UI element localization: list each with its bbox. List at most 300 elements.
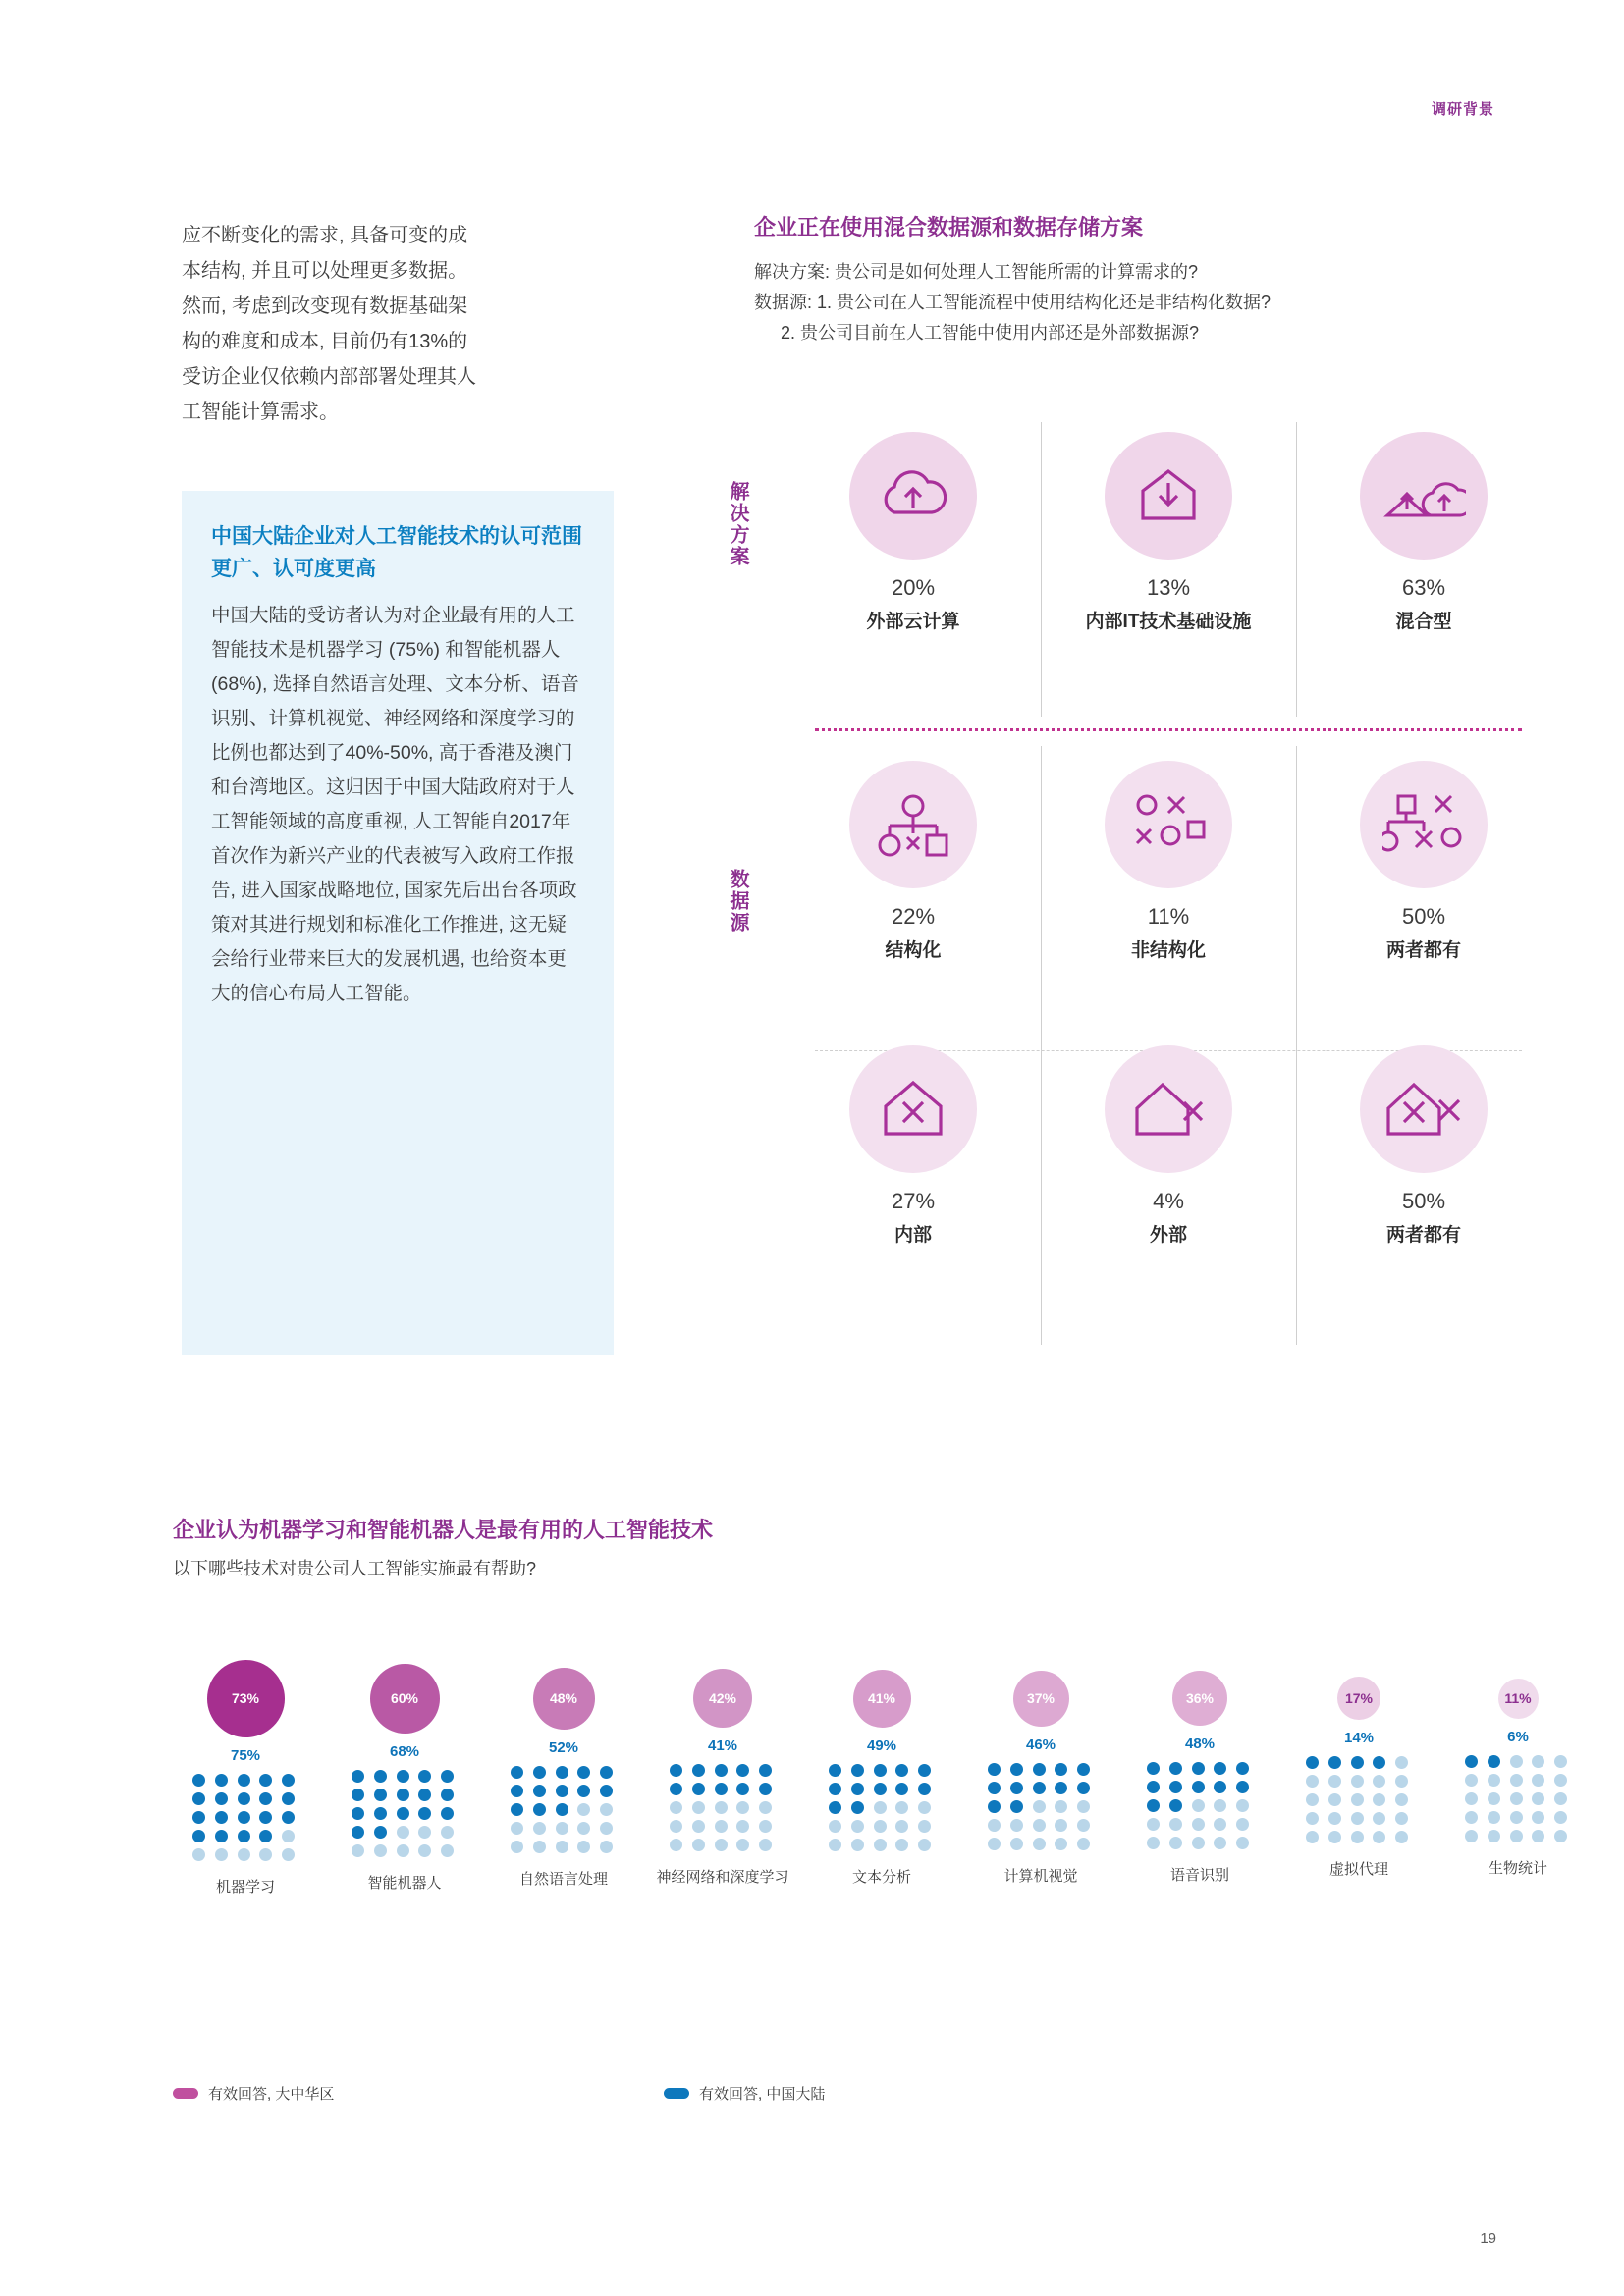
tech-column	[491, 1620, 636, 1891]
dot	[1147, 1837, 1160, 1849]
tech-label: 计算机视觉	[1003, 1867, 1078, 1885]
dot	[418, 1770, 431, 1783]
dot	[533, 1841, 546, 1853]
tech-label: 智能机器人	[367, 1874, 442, 1892]
dot	[600, 1785, 613, 1797]
dot	[988, 1782, 1001, 1794]
dot	[988, 1800, 1001, 1813]
mainland-china-value: 49%	[866, 1736, 897, 1754]
tech-column	[173, 1620, 318, 1898]
dot	[1373, 1812, 1385, 1825]
dot	[715, 1783, 728, 1795]
dot	[851, 1783, 864, 1795]
tech-label: 自然语言处理	[518, 1870, 608, 1888]
dot	[1306, 1756, 1319, 1769]
dot	[1351, 1756, 1364, 1769]
dot	[215, 1848, 228, 1861]
dot	[874, 1839, 887, 1851]
dot	[1554, 1830, 1567, 1842]
dot	[1510, 1792, 1523, 1805]
dot	[895, 1783, 908, 1795]
legend-item-mainland-china	[664, 2083, 825, 2104]
dot	[533, 1785, 546, 1797]
dot	[851, 1801, 864, 1814]
greater-china-bubble: 60%	[370, 1664, 440, 1734]
dot	[1192, 1818, 1205, 1831]
dot	[282, 1774, 295, 1787]
dot	[1147, 1781, 1160, 1793]
tech-column	[809, 1620, 954, 1889]
dot	[1055, 1838, 1067, 1850]
dot	[874, 1764, 887, 1777]
dot	[874, 1783, 887, 1795]
dot	[1328, 1793, 1341, 1806]
dot	[692, 1801, 705, 1814]
dot	[670, 1801, 682, 1814]
dot	[1554, 1755, 1567, 1768]
dot-grid	[670, 1764, 776, 1851]
dot	[736, 1839, 749, 1851]
dot	[238, 1774, 250, 1787]
dot	[259, 1792, 272, 1805]
tech-column	[968, 1620, 1113, 1888]
dot	[829, 1839, 841, 1851]
dot	[1169, 1781, 1182, 1793]
callout-box	[182, 491, 614, 1355]
dot	[1554, 1792, 1567, 1805]
cloud-upload-icon	[849, 432, 977, 560]
dot	[670, 1783, 682, 1795]
dot	[715, 1764, 728, 1777]
greater-china-bubble: 73%	[207, 1660, 285, 1737]
dot	[670, 1839, 682, 1851]
dot	[829, 1764, 841, 1777]
dot	[1351, 1775, 1364, 1788]
dot	[759, 1764, 772, 1777]
dot	[1488, 1755, 1500, 1768]
dot	[1169, 1818, 1182, 1831]
dot	[418, 1807, 431, 1820]
dot	[1033, 1763, 1046, 1776]
cell-label: 内部	[893, 1225, 932, 1246]
dot	[1510, 1811, 1523, 1824]
dot	[1236, 1762, 1249, 1775]
mainland-china-value: 46%	[1025, 1735, 1056, 1753]
axis-label-solution: 解决方案	[727, 481, 748, 567]
dot	[511, 1803, 523, 1816]
dot	[1351, 1793, 1364, 1806]
dot	[1488, 1811, 1500, 1824]
dot	[1192, 1781, 1205, 1793]
greater-china-bubble: 41%	[853, 1670, 911, 1728]
axis-label-datasource: 数据源	[727, 869, 748, 934]
matrix-subtitle-line1: 解决方案: 贵公司是如何处理人工智能所需的计算需求的?	[754, 262, 1199, 282]
dot	[1395, 1812, 1408, 1825]
dot	[736, 1820, 749, 1833]
dot	[1532, 1811, 1544, 1824]
cell-value: 27%	[891, 1189, 936, 1213]
section-label: 调研背景	[1431, 101, 1494, 118]
dot	[1010, 1782, 1023, 1794]
dot	[736, 1764, 749, 1777]
dot	[577, 1841, 590, 1853]
callout-title: 中国大陆企业对人工智能技术的认可范围更广、认可度更高	[211, 525, 582, 580]
house-inside-icon	[849, 1045, 977, 1173]
dot	[1147, 1762, 1160, 1775]
dot	[374, 1807, 387, 1820]
dot	[600, 1822, 613, 1835]
dot	[1214, 1799, 1226, 1812]
data-matrix	[727, 422, 1551, 1355]
dot	[736, 1801, 749, 1814]
hybrid-cloud-icon	[1360, 432, 1488, 560]
matrix-cell	[1041, 1045, 1296, 1247]
matrix-cell	[785, 432, 1041, 633]
dot	[1033, 1819, 1046, 1832]
tech-column	[1286, 1620, 1432, 1881]
matrix-title: 企业正在使用混合数据源和数据存储方案	[754, 215, 1144, 240]
dot-grid	[511, 1766, 617, 1853]
tech-label: 神经网络和深度学习	[656, 1869, 789, 1886]
greater-china-bubble: 37%	[1013, 1671, 1069, 1727]
dot	[1192, 1799, 1205, 1812]
dot	[1328, 1831, 1341, 1843]
dot	[1010, 1800, 1023, 1813]
dot	[1010, 1763, 1023, 1776]
greater-china-bubble: 17%	[1337, 1677, 1380, 1720]
dot	[988, 1838, 1001, 1850]
dot	[1236, 1799, 1249, 1812]
dot	[397, 1770, 409, 1783]
dot	[352, 1770, 364, 1783]
dot	[1147, 1799, 1160, 1812]
dot	[895, 1839, 908, 1851]
dot	[577, 1822, 590, 1835]
dot	[1055, 1782, 1067, 1794]
intro-paragraph: 应不断变化的需求, 具备可变的成本结构, 并且可以处理更多数据。然而, 考虑到改变现有数据基础架构的难度和成本, 目前仍有13%的受访企业仅依赖内部部署处理其人工智能计算需求。	[182, 225, 476, 423]
dot	[988, 1819, 1001, 1832]
dot	[1306, 1812, 1319, 1825]
dot	[1532, 1774, 1544, 1787]
dot	[759, 1839, 772, 1851]
dot	[918, 1783, 931, 1795]
tech-column	[650, 1620, 795, 1889]
dot-grid	[1147, 1762, 1253, 1849]
dot	[1169, 1762, 1182, 1775]
dot	[895, 1820, 908, 1833]
tech-column	[1127, 1620, 1272, 1887]
dot	[1554, 1774, 1567, 1787]
dot	[397, 1844, 409, 1857]
dot	[1169, 1799, 1182, 1812]
cell-value: 13%	[1146, 575, 1191, 600]
dot	[511, 1785, 523, 1797]
mainland-china-value: 68%	[389, 1742, 420, 1760]
dot	[1373, 1775, 1385, 1788]
dot	[397, 1807, 409, 1820]
cell-label: 外部云计算	[866, 612, 960, 632]
dot-grid	[352, 1770, 458, 1857]
dot	[238, 1811, 250, 1824]
dot	[418, 1844, 431, 1857]
matrix-cell	[1296, 761, 1551, 962]
dot	[577, 1803, 590, 1816]
dot-grid	[988, 1763, 1094, 1850]
dot	[511, 1822, 523, 1835]
dot	[418, 1789, 431, 1801]
dot	[1532, 1792, 1544, 1805]
dot	[1306, 1793, 1319, 1806]
dot	[1192, 1837, 1205, 1849]
dot	[259, 1848, 272, 1861]
dot	[556, 1841, 568, 1853]
dot	[397, 1826, 409, 1839]
dot	[556, 1785, 568, 1797]
legend-swatch-blue	[664, 2088, 689, 2099]
callout-body: 中国大陆的受访者认为对企业最有用的人工智能技术是机器学习 (75%) 和智能机器人 (68%), 选择自然语言处理、文本分析、语音识别、计算机视觉、神经网络和深度学习的比例也都达到了40%-50%, 高于香港及澳门和台湾地区。这归因于中国大陆政府对于人工智能领域的高度重视, 人工智能自2017年首次作为新兴产业的代表被写入政府工作报告, 进入国家战略地位, 国家先后出台各项政策对其进行规划和标准化工作推进, 这无疑会给行业带来巨大的发展机遇, 也给资本更大的信心布局人工智能。	[211, 605, 579, 1004]
dot	[238, 1848, 250, 1861]
cell-label: 两者都有	[1385, 940, 1461, 961]
dot	[282, 1830, 295, 1842]
dot	[352, 1844, 364, 1857]
dot	[418, 1826, 431, 1839]
dot	[215, 1811, 228, 1824]
dot	[895, 1801, 908, 1814]
cell-value: 22%	[891, 904, 936, 929]
dot-grid	[829, 1764, 935, 1851]
dot	[1169, 1837, 1182, 1849]
dot	[533, 1822, 546, 1835]
matrix-subtitle	[754, 257, 1569, 348]
dot	[1488, 1792, 1500, 1805]
dot	[1236, 1818, 1249, 1831]
cell-value: 4%	[1153, 1189, 1184, 1213]
matrix-cell	[785, 1045, 1041, 1247]
dot	[1306, 1775, 1319, 1788]
dot	[1465, 1792, 1478, 1805]
mainland-china-value: 75%	[230, 1746, 261, 1764]
house-outside-icon	[1105, 1045, 1232, 1173]
dot	[1510, 1830, 1523, 1842]
dot	[1055, 1819, 1067, 1832]
dot	[692, 1820, 705, 1833]
dot	[282, 1792, 295, 1805]
dot	[556, 1822, 568, 1835]
dot	[829, 1801, 841, 1814]
dot	[192, 1792, 205, 1805]
dot	[1010, 1819, 1023, 1832]
dot	[1077, 1838, 1090, 1850]
dot	[238, 1830, 250, 1842]
matrix-cell	[1041, 761, 1296, 962]
page-number: 19	[1480, 2230, 1496, 2247]
matrix-subtitle-line2: 数据源: 1. 贵公司在人工智能流程中使用结构化还是非结构化数据?	[754, 293, 1272, 312]
dot	[600, 1841, 613, 1853]
tech-label: 机器学习	[215, 1878, 275, 1896]
dot	[1373, 1831, 1385, 1843]
dot	[533, 1803, 546, 1816]
dot	[1033, 1838, 1046, 1850]
mainland-china-value: 14%	[1343, 1730, 1375, 1746]
dot	[1373, 1793, 1385, 1806]
dot	[1465, 1830, 1478, 1842]
dot	[1532, 1830, 1544, 1842]
dot	[1465, 1755, 1478, 1768]
dot	[1554, 1811, 1567, 1824]
dot	[692, 1783, 705, 1795]
greater-china-bubble: 48%	[533, 1668, 595, 1730]
greater-china-bubble: 36%	[1172, 1671, 1227, 1726]
matrix-cell	[1041, 432, 1296, 633]
dot	[511, 1766, 523, 1779]
dot	[215, 1830, 228, 1842]
dot	[192, 1848, 205, 1861]
dot	[282, 1848, 295, 1861]
tech-label: 虚拟代理	[1328, 1861, 1388, 1878]
dot	[918, 1820, 931, 1833]
dot	[1465, 1811, 1478, 1824]
cell-value: 50%	[1401, 1189, 1446, 1213]
mixed-structure-icon	[1360, 761, 1488, 888]
dot	[533, 1766, 546, 1779]
dot	[874, 1801, 887, 1814]
dot	[511, 1841, 523, 1853]
dot	[1147, 1818, 1160, 1831]
dot	[715, 1839, 728, 1851]
dot	[282, 1811, 295, 1824]
dot	[1077, 1819, 1090, 1832]
mainland-china-value: 48%	[1184, 1735, 1216, 1752]
cell-label: 非结构化	[1130, 940, 1206, 961]
dot	[192, 1811, 205, 1824]
cell-value: 50%	[1401, 904, 1446, 929]
dot	[1033, 1800, 1046, 1813]
mainland-china-value: 6%	[1507, 1728, 1529, 1745]
legend-swatch-magenta	[173, 2088, 198, 2099]
dot	[215, 1774, 228, 1787]
bottom-chart-columns	[173, 1620, 1547, 2091]
dot	[1328, 1812, 1341, 1825]
dot	[874, 1820, 887, 1833]
tech-label: 语音识别	[1169, 1867, 1229, 1884]
dot	[577, 1766, 590, 1779]
dot	[1236, 1781, 1249, 1793]
greater-china-bubble: 11%	[1498, 1679, 1539, 1719]
cell-label: 结构化	[885, 940, 942, 961]
dot	[1351, 1812, 1364, 1825]
dot	[1077, 1763, 1090, 1776]
dot	[352, 1807, 364, 1820]
dot	[1488, 1774, 1500, 1787]
dot	[1328, 1775, 1341, 1788]
cell-value: 20%	[891, 575, 936, 600]
dot	[759, 1820, 772, 1833]
dot-grid	[192, 1774, 298, 1861]
dot	[374, 1770, 387, 1783]
dot	[600, 1803, 613, 1816]
bottom-chart-subtitle: 以下哪些技术对贵公司人工智能实施最有帮助?	[173, 1559, 537, 1578]
dot	[259, 1811, 272, 1824]
dot	[1214, 1837, 1226, 1849]
dot	[1373, 1756, 1385, 1769]
dot	[374, 1826, 387, 1839]
dot	[1510, 1755, 1523, 1768]
dot	[1214, 1818, 1226, 1831]
greater-china-bubble: 42%	[693, 1669, 752, 1728]
dot	[715, 1801, 728, 1814]
matrix-cell	[1296, 1045, 1551, 1247]
dot	[1532, 1755, 1544, 1768]
dot	[1214, 1762, 1226, 1775]
dot	[1351, 1831, 1364, 1843]
dot	[1055, 1800, 1067, 1813]
tech-column	[332, 1620, 477, 1895]
matrix-cell	[785, 761, 1041, 962]
dot	[1306, 1831, 1319, 1843]
dot	[556, 1766, 568, 1779]
dot	[918, 1839, 931, 1851]
dot	[715, 1820, 728, 1833]
dot	[692, 1839, 705, 1851]
cell-label: 混合型	[1395, 612, 1452, 632]
mainland-china-value: 52%	[548, 1738, 579, 1756]
cell-value: 63%	[1401, 575, 1446, 600]
dot	[1214, 1781, 1226, 1793]
matrix-cell	[1296, 432, 1551, 633]
cell-label: 内部IT技术基础设施	[1085, 612, 1252, 632]
legend-label: 有效回答, 中国大陆	[699, 2086, 826, 2103]
dot	[1077, 1800, 1090, 1813]
matrix-section-divider	[815, 728, 1522, 731]
dot	[829, 1820, 841, 1833]
dot	[1510, 1774, 1523, 1787]
unstructured-shapes-icon	[1105, 761, 1232, 888]
legend-label: 有效回答, 大中华区	[208, 2086, 335, 2103]
dot-grid	[1465, 1755, 1571, 1842]
cell-label: 外部	[1149, 1225, 1187, 1246]
dot-grid	[1306, 1756, 1412, 1843]
dot	[1010, 1838, 1023, 1850]
dot	[441, 1789, 454, 1801]
dot	[759, 1783, 772, 1795]
dot	[577, 1785, 590, 1797]
dot	[1236, 1837, 1249, 1849]
dot	[352, 1826, 364, 1839]
dot	[397, 1789, 409, 1801]
dot	[1465, 1774, 1478, 1787]
dot	[736, 1783, 749, 1795]
dot	[1192, 1762, 1205, 1775]
dot	[759, 1801, 772, 1814]
dot	[1077, 1782, 1090, 1794]
dot	[895, 1764, 908, 1777]
dot	[192, 1830, 205, 1842]
dot	[192, 1774, 205, 1787]
dot	[1395, 1775, 1408, 1788]
dot	[918, 1764, 931, 1777]
dot	[829, 1783, 841, 1795]
tech-column	[1445, 1620, 1591, 1880]
cell-value: 11%	[1147, 904, 1190, 929]
dot	[215, 1792, 228, 1805]
server-download-icon	[1105, 432, 1232, 560]
dot	[1395, 1756, 1408, 1769]
dot	[692, 1764, 705, 1777]
legend-item-greater-china	[173, 2083, 334, 2104]
dot	[556, 1803, 568, 1816]
dot	[1033, 1782, 1046, 1794]
dot	[441, 1844, 454, 1857]
